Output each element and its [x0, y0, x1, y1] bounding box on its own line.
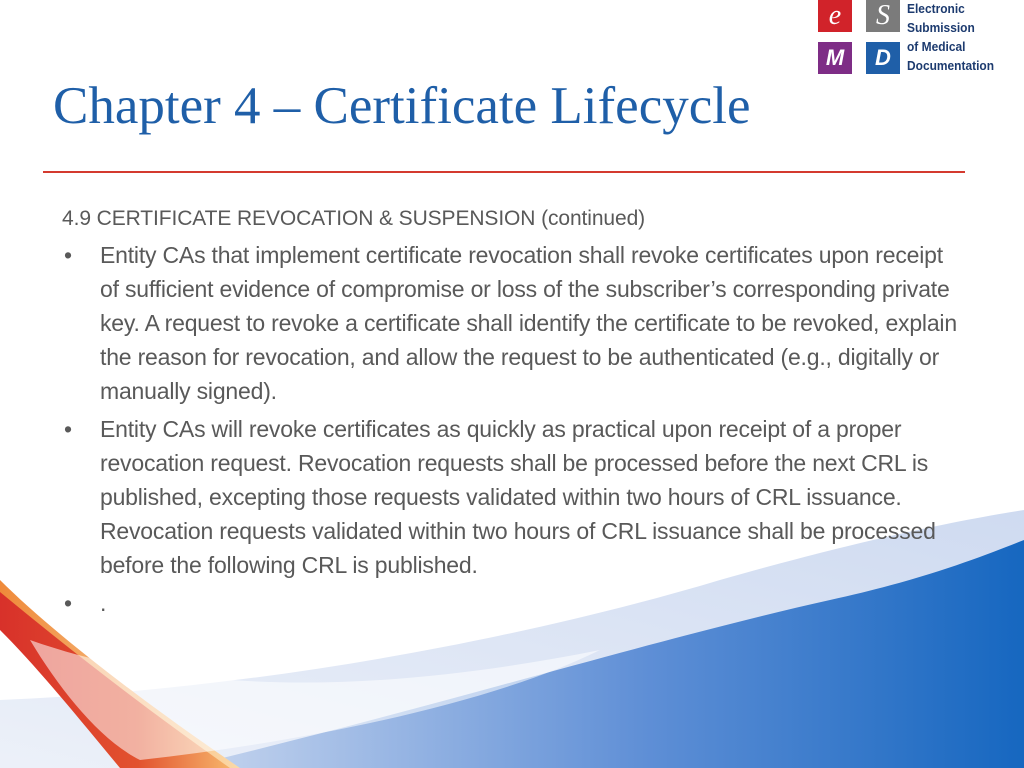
bullet-marker: • [64, 416, 72, 442]
slide-body [62, 204, 967, 624]
logo-tile-d: D [866, 42, 900, 74]
bullet-marker: • [64, 590, 72, 616]
logo-tile-m: M [818, 42, 852, 74]
bullet-text: Entity CAs will revoke certificates as quickly as practical upon receipt of a proper revocation request. Revocation requests shall be processed before the next CRL is published, excepting those requests validated within two hours of CRL issuance. Revocation requests validated within two hours of CRL issuance shall be processed before the following CRL is published. [100, 416, 936, 578]
bullet-item [62, 412, 967, 582]
logo-wordmark [907, 0, 1002, 75]
logo-tile-e: e [818, 0, 852, 32]
bullet-item [62, 238, 967, 408]
logo-text-line: Submission [907, 20, 975, 35]
slide-title: Chapter 4 – Certificate Lifecycle [53, 77, 751, 135]
title-divider [43, 171, 965, 173]
logo-text-line: of Medical [907, 39, 966, 54]
logo-text-line: Documentation [907, 58, 995, 73]
bullet-text: . [100, 590, 107, 616]
bullet-marker: • [64, 242, 72, 268]
bullet-text: Entity CAs that implement certificate revocation shall revoke certificates upon receipt of sufficient evidence of compromise or loss of the subscriber’s corresponding private key. A request to revoke a certificate shall identify the certificate to be revoked, explain the reason for revocation, and allow the request to be authenticated (e.g., digitally or manually signed). [100, 242, 957, 404]
bullet-item [62, 586, 967, 620]
section-heading: 4.9 CERTIFICATE REVOCATION & SUSPENSION (continued) [62, 207, 646, 230]
bullet-list [62, 238, 967, 620]
logo-tile-s: S [866, 0, 900, 32]
esmd-logo [818, 0, 1024, 80]
logo-text-line: Electronic [907, 1, 965, 16]
